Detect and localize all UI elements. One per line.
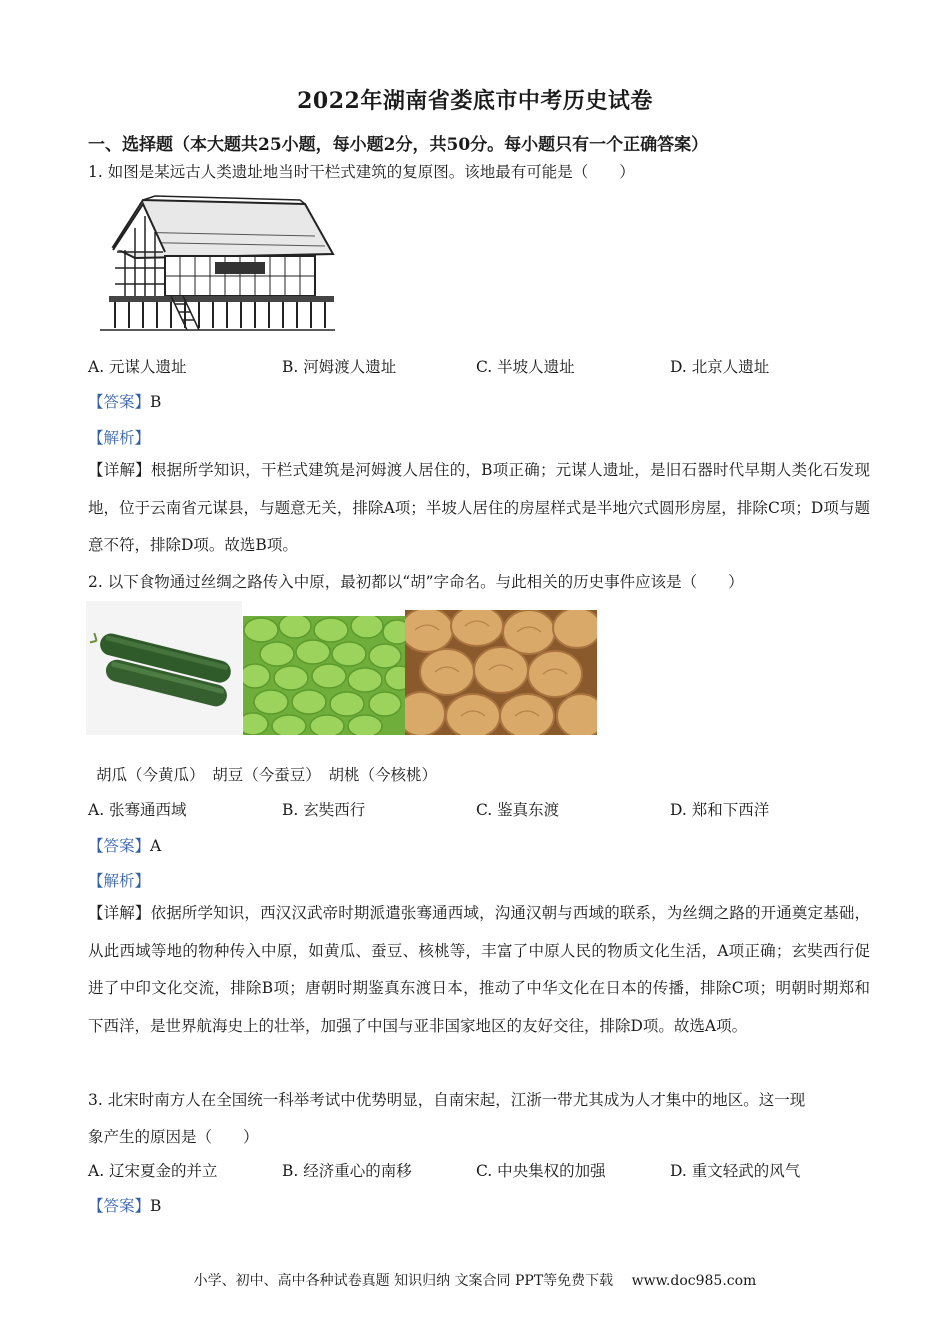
q2-option-d: D. 郑和下西洋: [670, 801, 770, 819]
section-heading: 一、选择题（本大题共25小题，每小题2分，共50分。每小题只有一个正确答案）: [88, 135, 709, 155]
q1-option-d: D. 北京人遗址: [670, 358, 770, 376]
detail-tag: 【详解】: [88, 461, 151, 479]
answer-tag: 【答案】: [88, 1197, 151, 1215]
q2-option-a: A. 张骞通西域: [88, 801, 187, 819]
q3-option-d: D. 重文轻武的风气: [670, 1162, 801, 1180]
answer-tag: 【答案】: [88, 837, 151, 855]
q3-option-c: C. 中央集权的加强: [476, 1162, 606, 1180]
q3-options: [88, 1159, 888, 1183]
page-title: 2022年湖南省娄底市中考历史试卷: [297, 88, 653, 114]
q1-analysis-tag: 【解析】: [88, 429, 151, 447]
q2-option-b: B. 玄奘西行: [282, 801, 366, 819]
q2-stem: 2. 以下食物通过丝绸之路传入中原，最初都以“胡”字命名。与此相关的历史事件应该是（ ）: [88, 573, 744, 591]
cucumber-photo: [86, 601, 242, 735]
q1-answer: [88, 390, 161, 412]
q2-option-c: C. 鉴真东渡: [476, 801, 560, 819]
detail-tag: 【详解】: [88, 904, 151, 922]
q1-answer-value: B: [150, 393, 162, 411]
q3-stem-line1: 3. 北宋时南方人在全国统一科举考试中优势明显，自南宋起，江浙一带尤其成为人才集中的地区。这一现: [88, 1091, 806, 1109]
q1-option-c: C. 半坡人遗址: [476, 358, 575, 376]
q1-option-b: B. 河姆渡人遗址: [282, 358, 397, 376]
q3-stem-line2: 象产生的原因是（ ）: [88, 1128, 259, 1146]
q3-answer-value: B: [150, 1197, 162, 1215]
q1-options: [88, 355, 888, 379]
q3-option-b: B. 经济重心的南移: [282, 1162, 412, 1180]
q2-detail-text: 依据所学知识，西汉汉武帝时期派遣张骞通西域，沟通汉朝与西域的联系，为丝绸之路的开通奠定基础，从此西域等地的物种传入中原，如黄瓜、蚕豆、核桃等，丰富了中原人民的物质文化生活，A项正确；玄奘西行促进了中印文化交流，排除B项；唐朝时期鉴真东渡日本，推动了中华文化在日本的传播，排除C项；明朝时期郑和下西洋，是世界航海史上的壮举，加强了中国与亚非国家地区的友好交往，排除D项。故选A项。: [88, 904, 870, 1035]
q2-answer: [88, 834, 161, 856]
broad-beans-photo: [243, 616, 405, 735]
q1-detail: [88, 452, 870, 565]
q2-image-caption: 胡瓜（今黄瓜） 胡豆（今蚕豆） 胡桃（今核桃）: [96, 766, 438, 784]
q2-options: [88, 798, 888, 822]
q1-stem: 1. 如图是某远古人类遗址地当时干栏式建筑的复原图。该地最有可能是（ ）: [88, 163, 635, 181]
q1-detail-text: 根据所学知识，干栏式建筑是河姆渡人居住的，B项正确；元谋人遗址，是旧石器时代早期人类化石发现地，位于云南省元谋县，与题意无关，排除A项；半坡人居住的房屋样式是半地穴式圆形房屋，排除C项；D项与题意不符，排除D项。故选B项。: [88, 461, 870, 554]
answer-tag: 【答案】: [88, 393, 151, 411]
q3-option-a: A. 辽宋夏金的并立: [88, 1162, 218, 1180]
q2-detail: [88, 895, 870, 1045]
q2-answer-value: A: [150, 837, 162, 855]
page-footer: 小学、初中、高中各种试卷真题 知识归纳 文案合同 PPT等免费下载 www.doc985.com: [193, 1273, 757, 1289]
walnuts-photo: [405, 610, 597, 735]
q3-answer: [88, 1194, 161, 1216]
stilt-house-illustration: [95, 192, 340, 334]
q1-option-a: A. 元谋人遗址: [88, 358, 187, 376]
q2-analysis-tag: 【解析】: [88, 872, 151, 890]
